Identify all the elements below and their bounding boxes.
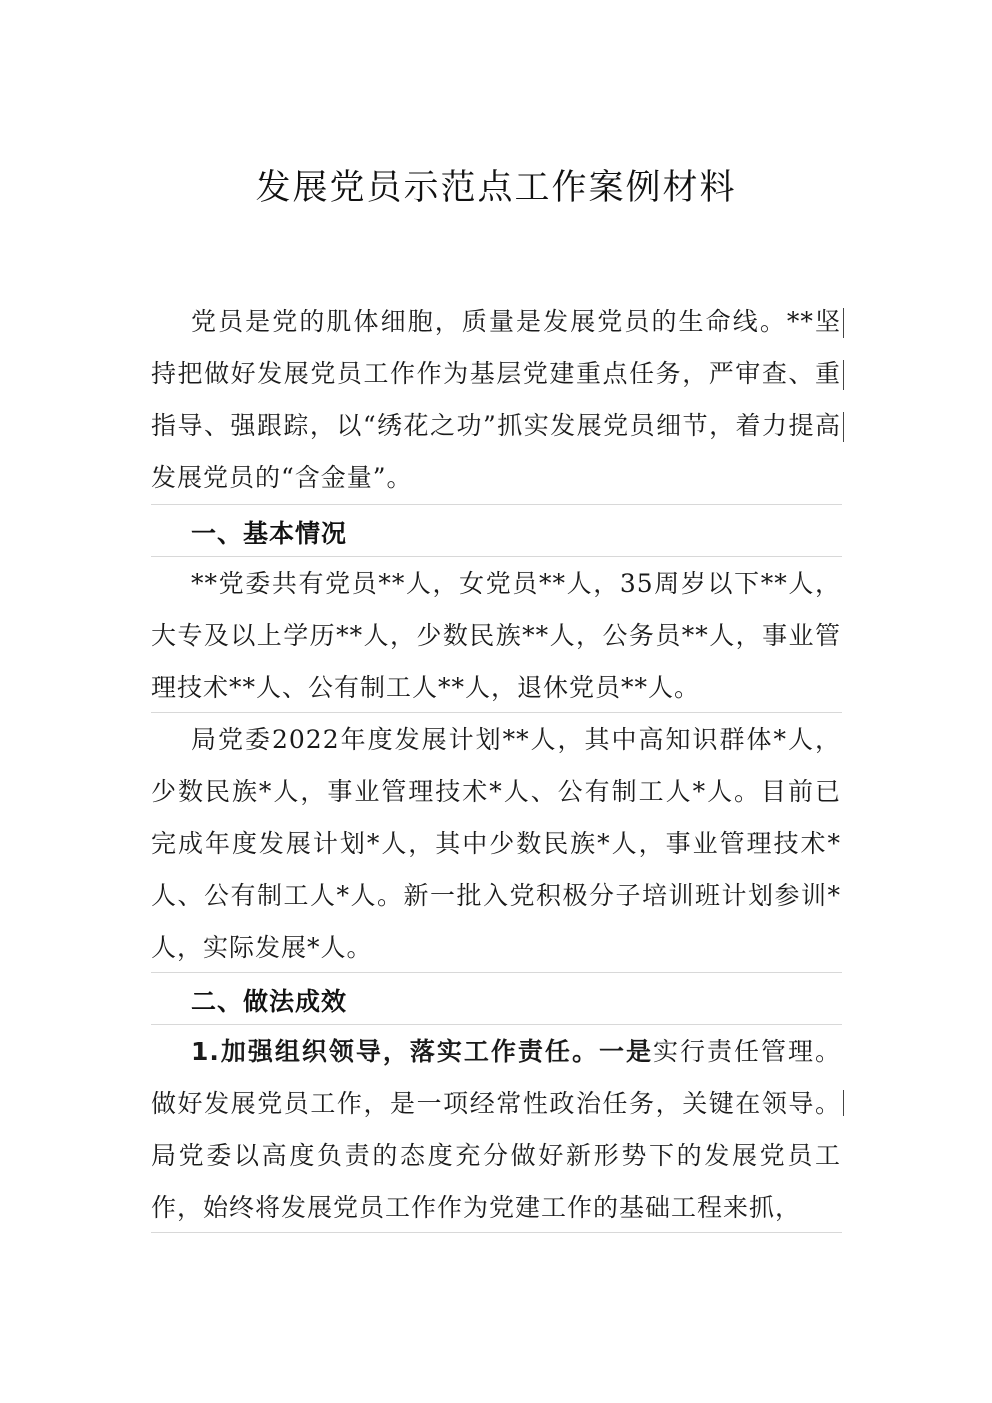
basic-info-paragraph-2: 局党委2022年度发展计划**人，其中高知识群体*人，少数民族*人，事业管理技术*人、公有制工人*人。目前已完成年度发展计划*人，其中少数民族*人，事业管理技术*人、公有制工人*人。新一批入党积极分子培训班计划参训*人，实际发展*人。 xyxy=(151,725,841,962)
margin-marker xyxy=(843,1090,844,1116)
divider-line xyxy=(151,556,842,557)
document-title: 发展党员示范点工作案例材料 xyxy=(255,168,737,208)
section-heading-practice: 二、做法成效 xyxy=(191,987,348,1016)
divider-line xyxy=(151,972,842,973)
basic-info-paragraph-1: **党委共有党员**人，女党员**人，35周岁以下**人，大专及以上学历**人，少数民族**人，公务员**人，事业管理技术**人、公有制工人**人，退休党员**人。 xyxy=(151,569,841,702)
practice-item-1 xyxy=(151,1026,841,1234)
margin-marker xyxy=(843,412,844,442)
section-heading-basic: 一、基本情况 xyxy=(191,519,348,548)
divider-line xyxy=(151,1024,842,1025)
margin-marker xyxy=(843,308,844,338)
practice-item-1-body: 实行责任管理。做好发展党员工作，是一项经常性政治任务，关键在领导。局党委以高度负责的态度充分做好新形势下的发展党员工作，始终将发展党员工作作为党建工作的基础工程来抓， xyxy=(151,1037,841,1222)
divider-line xyxy=(151,1232,842,1233)
intro-paragraph: 党员是党的肌体细胞，质量是发展党员的生命线。**坚持把做好发展党员工作作为基层党建重点任务，严审查、重指导、强跟踪，以“绣花之功”抓实发展党员细节，着力提高发展党员的“含金量”。 xyxy=(151,307,841,492)
margin-marker xyxy=(843,360,844,390)
practice-item-1-lead: 1.加强组织领导，落实工作责任。一是 xyxy=(191,1037,653,1066)
divider-line xyxy=(151,504,842,505)
divider-line xyxy=(151,712,842,713)
